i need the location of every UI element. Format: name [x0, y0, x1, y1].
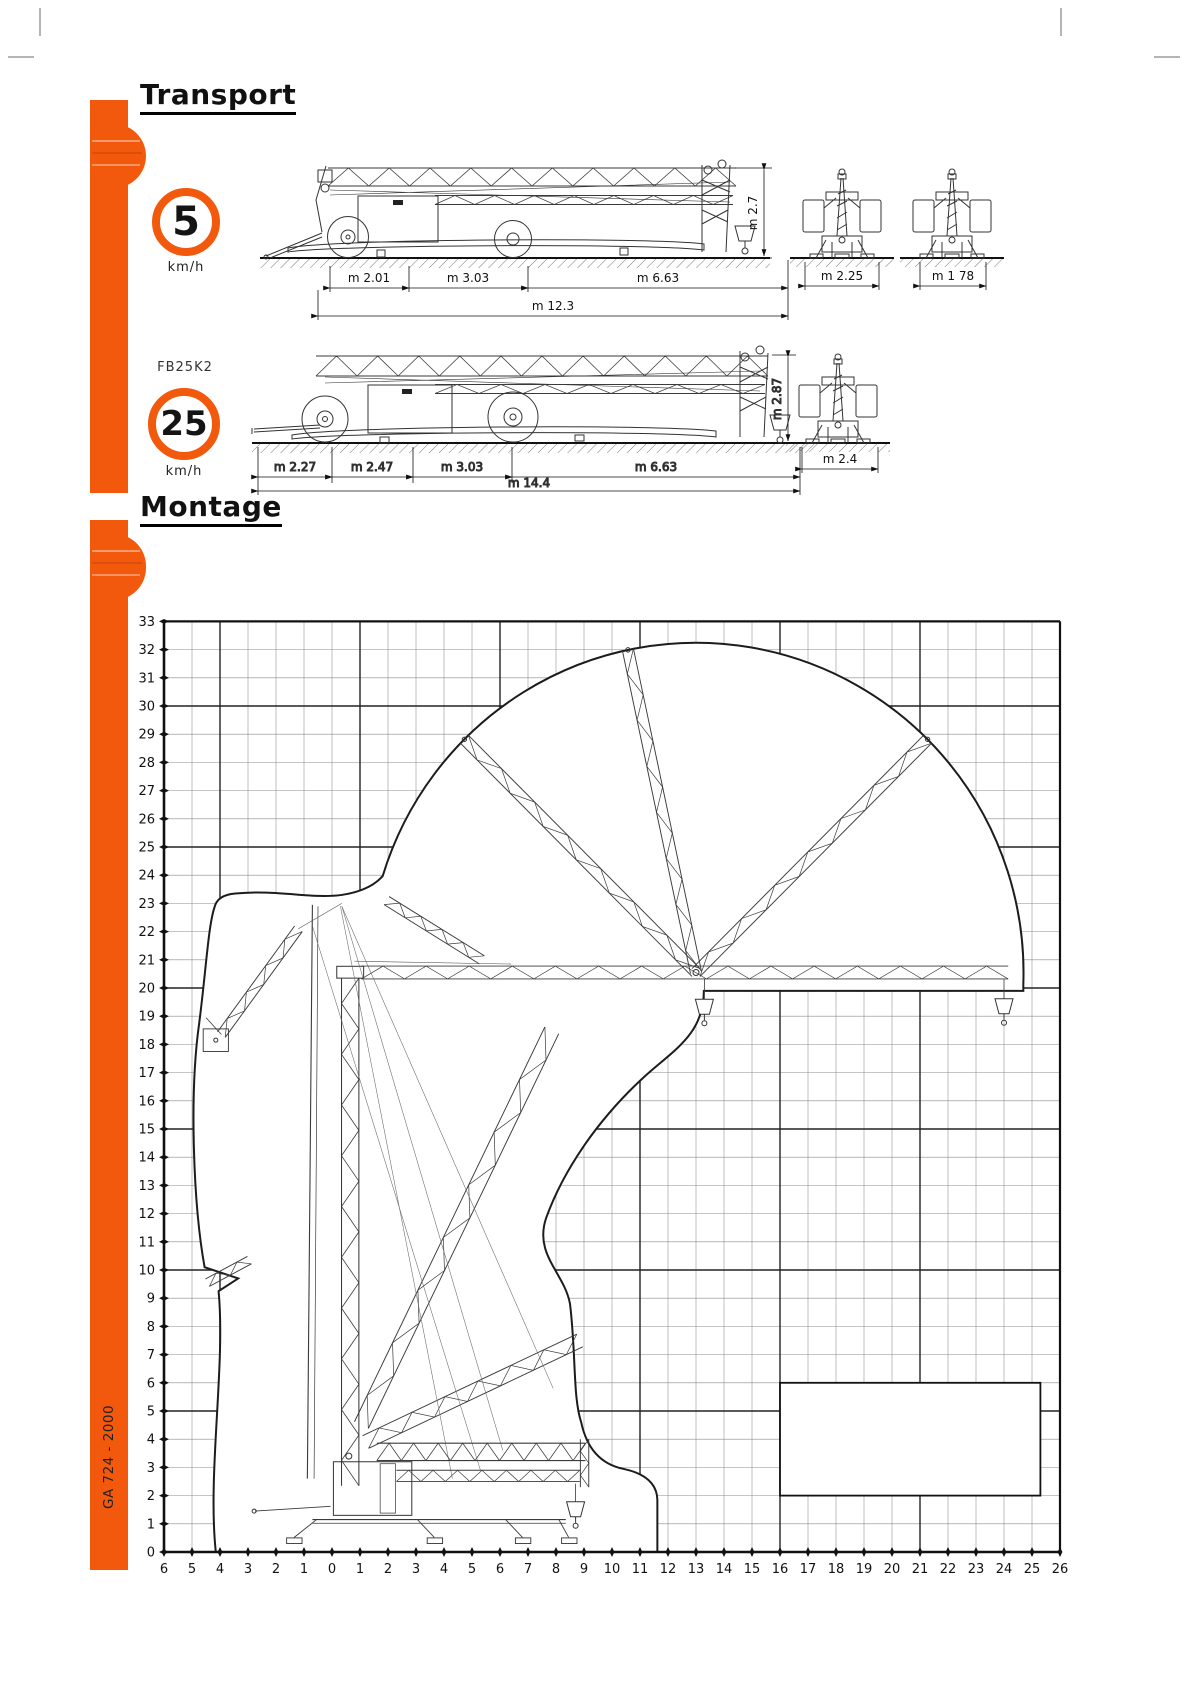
x-tick-label: 0	[327, 1562, 337, 1577]
speed-value: 25	[160, 404, 208, 444]
y-tick-label: 5	[146, 1404, 155, 1420]
dim-label-height: m 2.87	[770, 377, 784, 421]
dim-label-rear-width: m 2.4	[822, 452, 858, 466]
x-tick-label: 26	[1051, 1562, 1069, 1577]
crop-mark-top-right-v	[1060, 8, 1062, 36]
x-tick-label: 8	[551, 1562, 561, 1577]
montage-erection-diagram	[120, 560, 1100, 1630]
x-tick-label: 19	[855, 1562, 873, 1577]
x-tick-label: 2	[271, 1562, 281, 1577]
crane-rear-view-2	[900, 169, 1004, 290]
y-tick-label: 12	[138, 1207, 155, 1223]
model-label: FB25K2	[157, 360, 213, 375]
y-tick-label: 11	[138, 1235, 155, 1251]
y-tick-label: 26	[138, 812, 155, 828]
y-tick-label: 0	[146, 1545, 155, 1561]
y-tick-label: 24	[138, 868, 155, 884]
y-tick-label: 8	[146, 1319, 155, 1335]
x-tick-label: 6	[159, 1562, 169, 1577]
crop-mark-top-right-h	[1154, 56, 1180, 58]
speed-sign-5	[152, 188, 220, 275]
dim-label: m 2.47	[350, 460, 394, 474]
crop-mark-top-left-h	[8, 56, 34, 58]
x-tick-label: 5	[467, 1562, 477, 1577]
y-tick-label: 14	[138, 1150, 155, 1166]
y-tick-label: 10	[138, 1263, 155, 1279]
bar-texture-line	[92, 164, 140, 166]
y-tick-label: 25	[138, 840, 155, 856]
accent-bar-tab-transport	[90, 124, 146, 188]
y-tick-label: 30	[138, 699, 155, 715]
y-tick-label: 19	[138, 1009, 155, 1025]
y-tick-label: 1	[146, 1517, 155, 1533]
bar-texture-line	[92, 550, 140, 552]
x-tick-label: 9	[579, 1562, 589, 1577]
x-tick-label: 13	[687, 1562, 705, 1577]
speed-unit: km/h	[167, 260, 205, 275]
x-tick-label: 7	[523, 1562, 533, 1577]
x-tick-label: 20	[883, 1562, 901, 1577]
dim-label-rear-width: m 2.25	[820, 269, 864, 283]
x-tick-label: 3	[243, 1562, 253, 1577]
dim-label-total: m 12.3	[531, 299, 575, 313]
dim-label: m 6.63	[636, 271, 680, 285]
dimensions-view1	[318, 168, 788, 320]
x-tick-label: 22	[939, 1562, 957, 1577]
x-tick-label: 1	[355, 1562, 365, 1577]
x-tick-label: 3	[411, 1562, 421, 1577]
x-tick-label: 6	[495, 1562, 505, 1577]
x-tick-label: 4	[215, 1562, 225, 1577]
crane-rear-view-1	[790, 169, 894, 290]
bar-texture-line	[92, 152, 142, 154]
x-tick-label: 4	[439, 1562, 449, 1577]
y-tick-label: 9	[146, 1291, 155, 1307]
x-tick-label: 11	[631, 1562, 649, 1577]
x-tick-label: 12	[659, 1562, 677, 1577]
x-tick-label: 25	[1023, 1562, 1041, 1577]
y-tick-label: 23	[138, 896, 155, 912]
y-tick-label: 16	[138, 1094, 155, 1110]
x-tick-label: 18	[827, 1562, 845, 1577]
dim-label: m 2.01	[347, 271, 391, 285]
y-tick-label: 3	[146, 1460, 155, 1476]
y-tick-label: 4	[146, 1432, 155, 1448]
dim-label: m 6.63	[634, 460, 678, 474]
x-tick-label: 24	[995, 1562, 1013, 1577]
y-tick-label: 33	[138, 614, 155, 630]
x-tick-label: 5	[187, 1562, 197, 1577]
y-tick-label: 31	[138, 671, 155, 687]
montage-heading: Montage	[140, 490, 282, 527]
dim-label: m 2.27	[273, 460, 317, 474]
y-tick-label: 29	[138, 727, 155, 743]
speed-value: 5	[172, 199, 200, 245]
y-tick-label: 22	[138, 925, 155, 941]
x-tick-label: 14	[715, 1562, 733, 1577]
dim-label-height: m 2.7	[746, 195, 760, 231]
y-tick-label: 6	[146, 1376, 155, 1392]
y-tick-label: 21	[138, 953, 155, 969]
x-tick-label: 17	[799, 1562, 817, 1577]
y-tick-label: 15	[138, 1122, 155, 1138]
dim-label-rear-width: m 1 78	[931, 269, 975, 283]
y-tick-label: 32	[138, 643, 155, 659]
x-tick-label: 15	[743, 1562, 761, 1577]
crane-side-view-5kmh	[260, 160, 770, 268]
y-tick-label: 27	[138, 784, 155, 800]
x-tick-label: 16	[771, 1562, 789, 1577]
x-tick-label: 2	[383, 1562, 393, 1577]
y-tick-label: 17	[138, 1066, 155, 1082]
y-tick-label: 20	[138, 981, 155, 997]
transport-heading: Transport	[140, 78, 296, 115]
y-tick-label: 2	[146, 1489, 155, 1505]
x-tick-label: 10	[603, 1562, 621, 1577]
y-tick-label: 28	[138, 755, 155, 771]
y-tick-label: 13	[138, 1178, 155, 1194]
crane-rear-view-3	[786, 354, 890, 473]
speed-sign-ring	[148, 388, 220, 460]
legend-placeholder-box	[780, 1383, 1040, 1496]
crop-mark-top-left-v	[39, 8, 41, 36]
speed-sign-ring	[152, 188, 220, 256]
dim-label-total: m 14.4	[507, 476, 551, 490]
speed-sign-25	[148, 388, 220, 479]
dim-label: m 3.03	[440, 460, 484, 474]
speed-unit: km/h	[165, 464, 203, 479]
y-tick-label: 7	[146, 1348, 155, 1364]
y-tick-label: 18	[138, 1037, 155, 1053]
x-tick-label: 21	[911, 1562, 929, 1577]
crane-side-view-25kmh	[252, 346, 815, 495]
x-tick-label: 1	[299, 1562, 309, 1577]
document-code: GA 724 - 2000	[101, 1404, 117, 1510]
bar-texture-line	[92, 140, 140, 142]
transport-drawings	[230, 140, 1020, 512]
dim-label: m 3.03	[446, 271, 490, 285]
x-tick-label: 23	[967, 1562, 985, 1577]
